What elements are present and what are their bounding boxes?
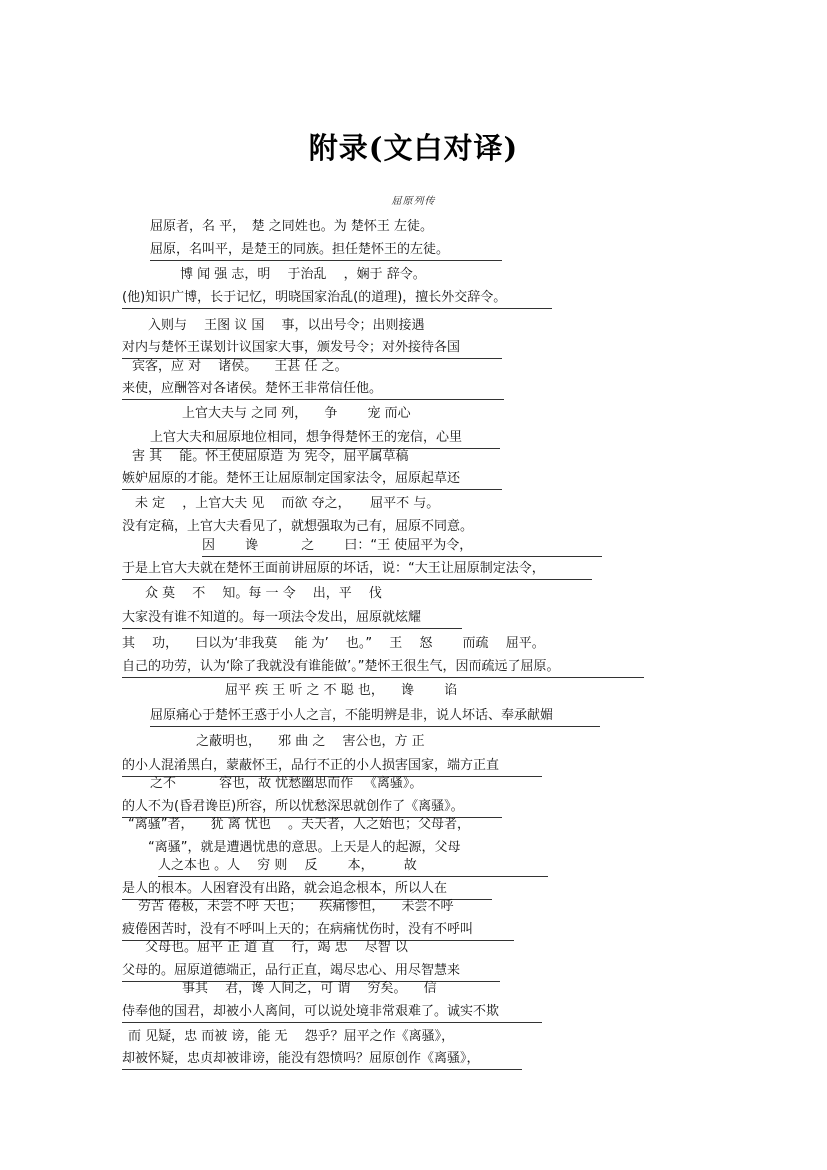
classical-line: 屈原者，名 平， 楚 之同姓也。为 楚怀王 左徒。 <box>150 219 434 234</box>
translation-line: 大家没有谁不知道的。每一项法令发出，屈原就炫耀 <box>122 610 462 629</box>
translation-line: (他)知识广博，长于记忆，明晓国家治乱(的道理)，擅长外交辞令。 <box>122 290 552 309</box>
translation-line: 没有定稿，上官大夫看见了，就想强取为己有，屈原不同意。 <box>122 519 474 534</box>
translation-line: 屈原，名叫平，是楚王的同族。担任楚怀王的左徒。 <box>150 242 502 261</box>
classical-line: 父母也。屈平 正 道 直 行，竭 忠 尽智 以 <box>145 940 408 955</box>
translation-line: 来使，应酬答对各诸侯。楚怀王非常信任他。 <box>122 381 504 400</box>
classical-line: 屈平 疾 王 听 之 不 聪 也， 谗 谄 <box>225 683 458 698</box>
classical-line: 宾客，应 对 诸侯。 王甚 任 之。 <box>132 359 348 374</box>
translation-line: 疲倦困苦时，没有不呼叫上天的；在病痛忧伤时，没有不呼叫 <box>122 922 514 941</box>
classical-line: 博 闻 强 志，明 于治乱 ，娴于 辞令。 <box>180 267 426 282</box>
translation-line: 的小人混淆黑白，蒙蔽怀王，品行不正的小人损害国家，端方正直 <box>122 758 542 777</box>
classical-line: 事其 君，谗 人间之，可 谓 穷矣。 信 <box>182 981 437 996</box>
translation-line: 对内与楚怀王谋划计议国家大事，颁发号令；对外接待各国 <box>122 340 502 359</box>
translation-line: 屈原痛心于楚怀王惑于小人之言，不能明辨是非，说人坏话、奉承献媚 <box>150 708 600 727</box>
classical-line: 人之本也 。人 穷 则 反 本， 故 <box>158 858 548 877</box>
classical-line: 之蔽明也， 邪 曲 之 害公也，方 正 <box>196 734 425 749</box>
translation-line: 侍奉他的国君，却被小人离间，可以说处境非常艰难了。诚实不欺 <box>122 1004 542 1023</box>
classical-line: 而 见疑，忠 而被 谤，能 无 怨乎？屈平之作《离骚》， <box>128 1029 455 1044</box>
translation-line: 是人的根本。人困窘没有出路，就会追念根本，所以人在 <box>122 881 492 900</box>
classical-line: 劳苦 倦极，未尝不呼 天也； 疾痛惨怛， 未尝不呼 <box>138 899 454 914</box>
classical-line: 害 其 能。怀王使屈原造 为 宪令，屈平属草稿 <box>132 449 409 464</box>
classical-line: 入则与 王图 议 国 事，以出号令；出则接遇 <box>148 318 425 333</box>
classical-line: 因 谗 之 曰：“王 使屈平为令， <box>202 538 602 557</box>
classical-line: 未 定 ，上官大夫 见 而欲 夺之， 屈平不 与。 <box>135 496 440 511</box>
translation-line: 于是上官大夫就在楚怀王面前讲屈原的坏话，说：“大王让屈原制定法令， <box>122 561 592 580</box>
classical-line: “离骚”者， 犹 离 忧也 。夫天者，人之始也；父母者， <box>128 817 470 832</box>
translation-line: “离骚”，就是遭遇忧患的意思。上天是人的起源，父母 <box>148 840 461 855</box>
classical-line: 之不 容也，故 忧愁幽思而作 《离骚》。 <box>150 776 423 791</box>
classical-line: 上官大夫与 之同 列， 争 宠 而心 <box>182 406 411 421</box>
classical-line: 其 功， 曰以为‘非我莫 能 为’ 也。” 王 怒 而疏 屈平。 <box>122 636 545 651</box>
translation-line: 自己的功劳，认为‘除了我就没有谁能做’。”楚怀王很生气，因而疏远了屈原。 <box>122 659 644 678</box>
page-subtitle: 屈原列传 <box>391 196 436 207</box>
translation-line: 上官大夫和屈原地位相同，想争得楚怀王的宠信，心里 <box>150 430 500 449</box>
translation-line: 嫉妒屈原的才能。楚怀王让屈原制定国家法令，屈原起草还 <box>122 471 502 490</box>
classical-line: 众 莫 不 知。每 一 令 出，平 伐 <box>145 586 382 601</box>
translation-line: 却被怀疑，忠贞却被诽谤，能没有怨愤吗？屈原创作《离骚》， <box>122 1051 522 1070</box>
translation-line: 的人不为(昏君谗臣)所容，所以忧愁深思就创作了《离骚》。 <box>122 799 502 818</box>
page-title: 附录(文白对译) <box>308 131 519 165</box>
translation-line: 父母的。屈原道德端正，品行正直，竭尽忠心、用尽智慧来 <box>122 963 500 982</box>
